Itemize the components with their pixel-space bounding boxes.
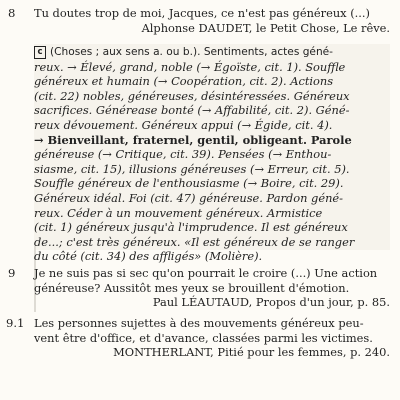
definition-line-7: → Bienveillant, fraternel, gentil, obligeant. Parole bbox=[34, 132, 352, 147]
definition-line-4: (cit. 22) nobles, généreuses, désintéressées. Généreux bbox=[34, 88, 350, 103]
citation-number-9-1: 9.1 bbox=[6, 316, 25, 330]
citation-9-1-source: MONTHERLANT, Pitié pour les femmes, p. 240. bbox=[113, 345, 390, 360]
definition-line-6: reux dévouement. Généreux appui (→ Égide, cit. 4). bbox=[34, 117, 333, 132]
definition-line-3: généreux et humain (→ Coopération, cit. 2). Actions bbox=[34, 74, 334, 89]
sense-c-badge: c bbox=[34, 46, 46, 59]
definition-line-14: de...; c'est très généreux. «Il est généreux de se ranger bbox=[34, 234, 355, 249]
definition-line-1-text: (Choses ; aux sens a. ou b.). Sentiments, actes géné- bbox=[50, 46, 334, 58]
definition-line-13: (cit. 1) généreux jusqu'à l'imprudence. Il est généreux bbox=[34, 220, 348, 235]
definition-line-2: reux. → Élevé, grand, noble (→ Égoïste, cit. 1). Souffle bbox=[34, 59, 346, 74]
citation-9-line-1: Je ne suis pas si sec qu'on pourrait le croire (...) Une action bbox=[34, 266, 378, 280]
citation-9-1 bbox=[34, 316, 390, 360]
citation-8-source: Alphonse DAUDET, le Petit Chose, Le rêve. bbox=[141, 20, 390, 35]
definition-line-9: siasme, cit. 15), illusions généreuses (→ Erreur, cit. 5). bbox=[34, 161, 350, 176]
definition-block bbox=[34, 44, 390, 264]
citation-9-1-line-1: Les personnes sujettes à des mouvements généreux peu- bbox=[34, 316, 364, 330]
definition-line-8: généreuse (→ Critique, cit. 39). Pensées (→ Enthou- bbox=[34, 147, 332, 162]
citation-9 bbox=[34, 266, 390, 310]
definition-line-5: sacrifices. Générease bonté (→ Affabilité, cit. 2). Géné- bbox=[34, 103, 350, 118]
citation-number-9: 9 bbox=[8, 266, 16, 280]
citation-9-1-line-2: vent être d'office, et d'avance, classées parmi les victimes. bbox=[34, 330, 373, 345]
citation-8-text: Tu doutes trop de moi, Jacques, ce n'est pas généreux (...) bbox=[34, 6, 370, 20]
definition-line-11: Généreux idéal. Foi (cit. 47) généreuse. Pardon géné- bbox=[34, 190, 343, 205]
citation-number-8: 8 bbox=[8, 6, 16, 20]
citation-9-line-2: généreuse? Aussitôt mes yeux se brouillent d'émotion. bbox=[34, 280, 350, 295]
definition-line-10: Souffle généreux de l'enthousiasme (→ Boire, cit. 29). bbox=[34, 176, 344, 191]
definition-line-15: du côté (cit. 34) des affligés» (Molière). bbox=[34, 249, 263, 264]
citation-9-source: Paul LÉAUTAUD, Propos d'un jour, p. 85. bbox=[152, 295, 390, 310]
definition-line-12: reux. Céder à un mouvement généreux. Armistice bbox=[34, 205, 323, 220]
definition-line-1 bbox=[34, 44, 390, 60]
citation-8 bbox=[34, 6, 390, 35]
